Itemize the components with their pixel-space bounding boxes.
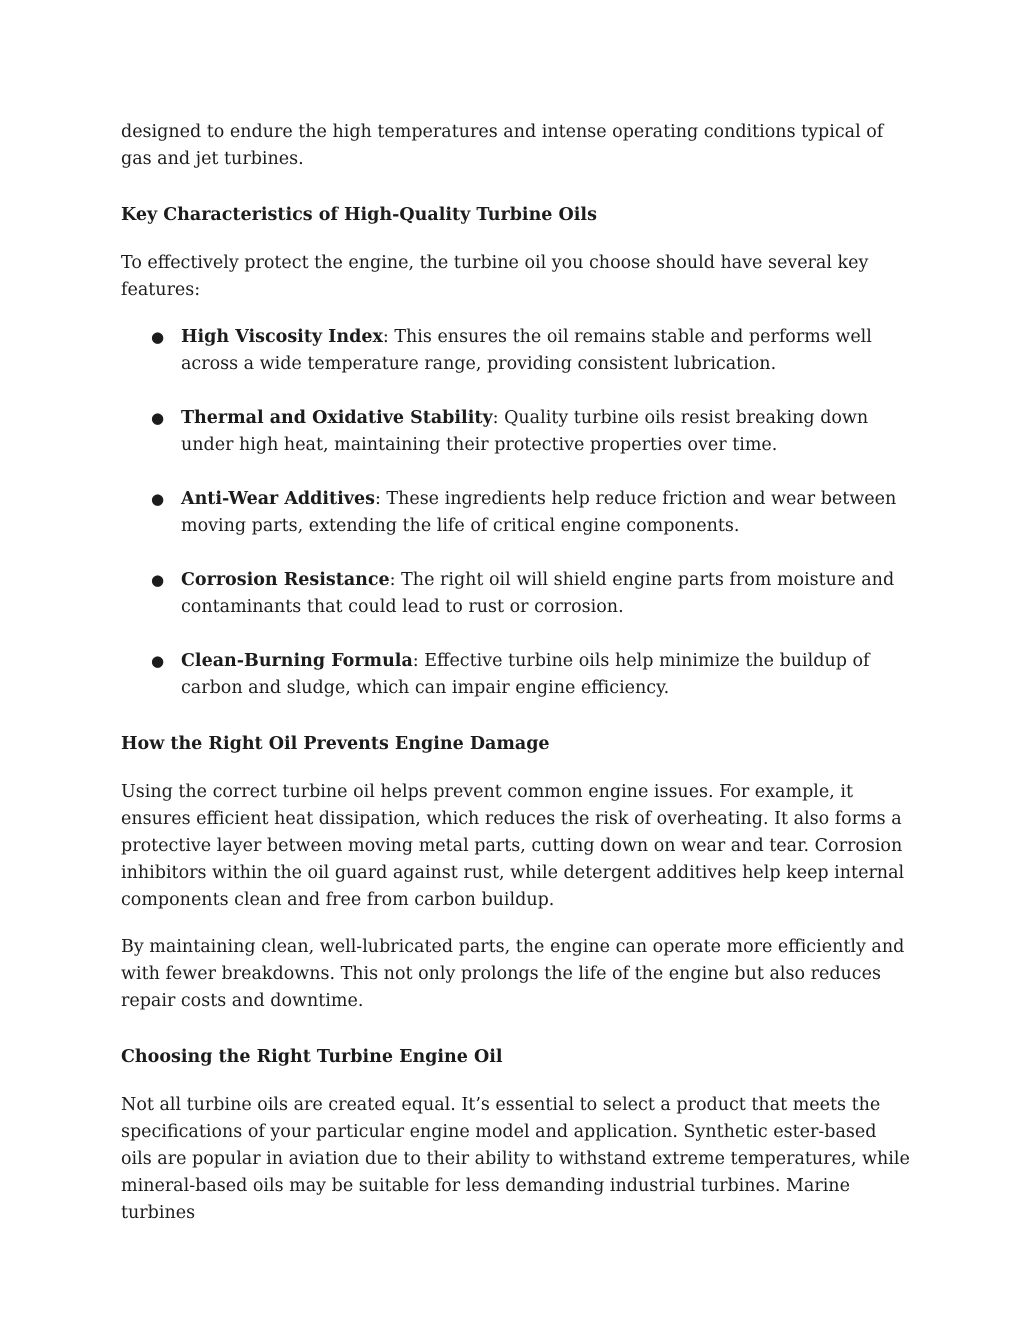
feature-term: Thermal and Oxidative Stability (181, 408, 493, 428)
body-paragraph: Using the correct turbine oil helps prevent common engine issues. For example, it ensures efficient heat dissipation, which reduces the risk of overheating. It also forms a protective layer between moving metal parts, cutting down on wear and tear. Corrosion inhibitors within the oil guard against rust, while detergent additives help keep internal components clean and free from carbon buildup. (121, 782, 905, 910)
feature-description: : This ensures the oil remains stable and performs well across a wide temperature range, providing consistent lubrication. (181, 327, 872, 374)
body-paragraph: By maintaining clean, well-lubricated parts, the engine can operate more efficiently and with fewer breakdowns. This not only prolongs the life of the engine but also reduces repair costs and downtime. (121, 937, 905, 1011)
list-item (121, 405, 911, 459)
list-item (121, 648, 911, 702)
section-heading-prevents-damage: How the Right Oil Prevents Engine Damage (121, 734, 550, 754)
feature-term: Clean-Burning Formula (181, 651, 413, 671)
bullet-icon: ● (151, 328, 165, 346)
feature-term: High Viscosity Index (181, 327, 383, 347)
list-item (121, 324, 911, 378)
feature-term: Anti-Wear Additives (181, 489, 375, 509)
body-paragraph: Not all turbine oils are created equal. It’s essential to select a product that meets the specifications of your particular engine model and application. Synthetic ester-based oils are popular in aviation due to their ability to withstand extreme temperatures, while mineral-based oils may be suitable for less demanding industrial turbines. Marine turbines (121, 1095, 910, 1223)
bullet-icon: ● (151, 571, 165, 589)
list-item (121, 486, 911, 540)
document-body (121, 119, 911, 1227)
features-list (121, 324, 911, 702)
bullet-icon: ● (151, 490, 165, 508)
feature-description: : The right oil will shield engine parts from moisture and contaminants that could lead to rust or corrosion. (181, 570, 895, 617)
section-heading-choosing-oil: Choosing the Right Turbine Engine Oil (121, 1047, 503, 1067)
feature-term: Corrosion Resistance (181, 570, 390, 590)
intro-paragraph: designed to endure the high temperatures and intense operating conditions typical of gas and jet turbines. (121, 122, 884, 169)
feature-description: : These ingredients help reduce friction and wear between moving parts, extending the life of critical engine components. (181, 489, 897, 536)
section-heading-key-characteristics: Key Characteristics of High-Quality Turbine Oils (121, 205, 597, 225)
bullet-icon: ● (151, 409, 165, 427)
features-lead-paragraph: To effectively protect the engine, the turbine oil you choose should have several key features: (121, 253, 869, 300)
list-item (121, 567, 911, 621)
bullet-icon: ● (151, 652, 165, 670)
feature-description: : Quality turbine oils resist breaking down under high heat, maintaining their protective properties over time. (181, 408, 869, 455)
feature-description: : Effective turbine oils help minimize the buildup of carbon and sludge, which can impair engine efficiency. (181, 651, 870, 698)
